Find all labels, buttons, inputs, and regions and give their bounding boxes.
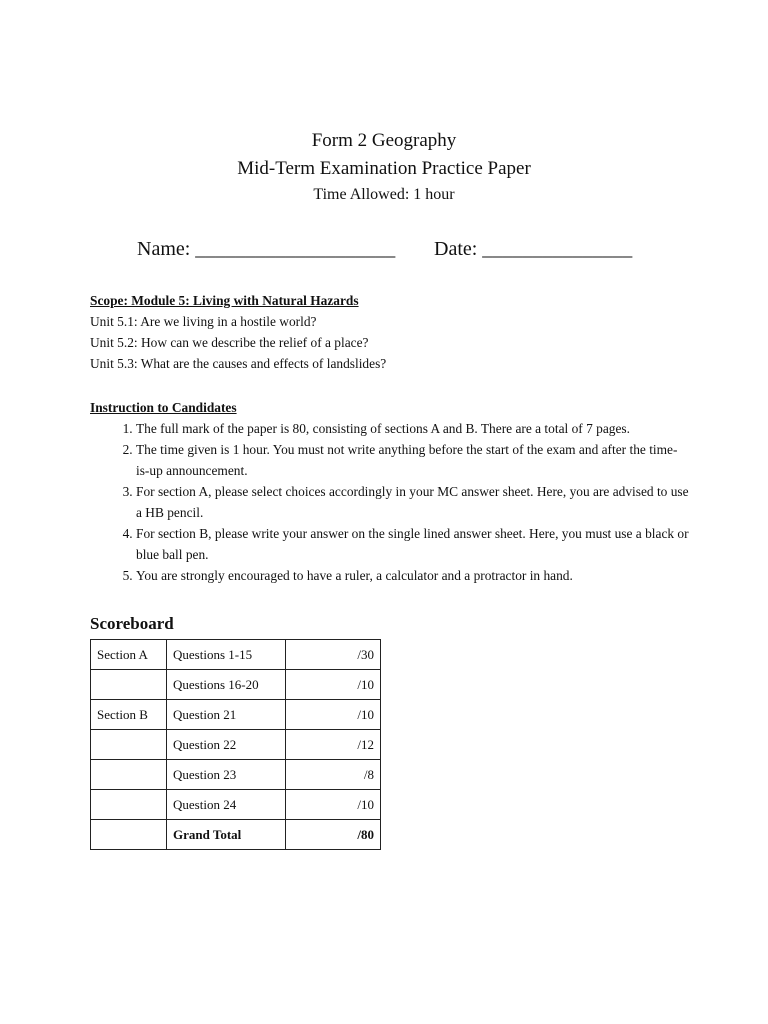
paper-subject-title: Form 2 Geography	[311, 130, 457, 151]
question-cell: Questions 1-15	[167, 640, 286, 670]
instruction-item: 3. For section A, please select choices accordingly in your MC answer sheet. Here, you are advised to use a HB pencil.	[136, 481, 690, 523]
section-cell: Section A	[91, 640, 167, 670]
instruction-item: 5. You are strongly encouraged to have a ruler, a calculator and a protractor in hand.	[136, 565, 690, 586]
score-cell[interactable]: /30	[286, 640, 381, 670]
question-cell: Question 21	[167, 700, 286, 730]
score-cell[interactable]: /12	[286, 730, 381, 760]
scoreboard-title: Scoreboard	[90, 614, 174, 633]
section-cell	[91, 790, 167, 820]
section-cell	[91, 730, 167, 760]
table-row	[91, 670, 381, 700]
unit-item: Unit 5.1: Are we living in a hostile world?	[90, 314, 317, 329]
score-cell[interactable]: /8	[286, 760, 381, 790]
instructions-section	[90, 397, 690, 586]
instruction-item: 4. For section B, please write your answer on the single lined answer sheet. Here, you must use a black or blue ball pen.	[136, 523, 690, 565]
section-cell: Section B	[91, 700, 167, 730]
table-row	[91, 640, 381, 670]
grand-total-score[interactable]: /80	[286, 820, 381, 850]
instruction-item: 2. The time given is 1 hour. You must not write anything before the start of the exam and after the time-is-up announcement.	[136, 439, 690, 481]
table-row	[91, 700, 381, 730]
instruction-item: 1. The full mark of the paper is 80, consisting of sections A and B. There are a total of 7 pages.	[136, 418, 690, 439]
grand-total-row	[91, 820, 381, 850]
section-cell	[91, 670, 167, 700]
score-cell[interactable]: /10	[286, 700, 381, 730]
date-field[interactable]: Date: _______________	[434, 238, 633, 260]
question-cell: Question 24	[167, 790, 286, 820]
scope-section	[90, 290, 386, 374]
time-allowed: Time Allowed: 1 hour	[313, 186, 455, 203]
instructions-list	[90, 418, 690, 586]
name-field[interactable]: Name: ____________________	[137, 238, 396, 260]
question-cell: Question 22	[167, 730, 286, 760]
scoreboard-table	[90, 639, 381, 850]
unit-item: Unit 5.3: What are the causes and effects of landslides?	[90, 356, 387, 371]
grand-total-label: Grand Total	[167, 820, 286, 850]
score-cell[interactable]: /10	[286, 670, 381, 700]
paper-exam-title: Mid-Term Examination Practice Paper	[237, 158, 531, 179]
scope-heading: Scope: Module 5: Living with Natural Hazards	[90, 293, 359, 308]
table-row	[91, 760, 381, 790]
score-cell[interactable]: /10	[286, 790, 381, 820]
unit-item: Unit 5.2: How can we describe the relief of a place?	[90, 335, 369, 350]
section-cell	[91, 820, 167, 850]
question-cell: Question 23	[167, 760, 286, 790]
table-row	[91, 730, 381, 760]
section-cell	[91, 760, 167, 790]
question-cell: Questions 16-20	[167, 670, 286, 700]
table-row	[91, 790, 381, 820]
instructions-heading: Instruction to Candidates	[90, 400, 237, 415]
